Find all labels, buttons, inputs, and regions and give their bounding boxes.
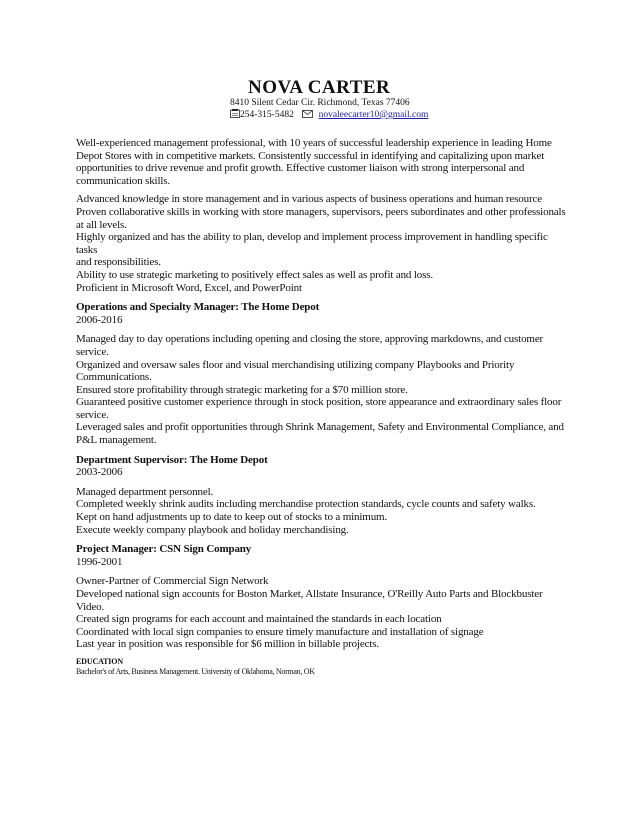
- skill-line: Highly organized and has the ability to plan, develop and implement process improvement in handling specific tasks: [76, 231, 548, 256]
- duty-line: Ensured store profitability through strategic marketing for a $70 million store.: [76, 383, 408, 396]
- duty-line: Owner-Partner of Commercial Sign Network: [76, 575, 269, 588]
- duty-line: service.: [76, 345, 109, 358]
- skill-line: Ability to use strategic marketing to positively effect sales as well as profit and loss.: [76, 268, 434, 281]
- job-title: Operations and Specialty Manager: The Home Depot: [76, 301, 320, 314]
- job-duties: [76, 575, 566, 651]
- duty-line: Organized and oversaw sales floor and visual merchandising utilizing company Playbooks and Priority: [76, 358, 515, 371]
- summary-line: communication skills.: [76, 174, 171, 187]
- summary-line: Depot Stores with in competitive markets. Consistently successful in identifying and capitalizing upon market: [76, 149, 545, 162]
- duty-line: Video.: [76, 600, 105, 613]
- skill-line: Proficient in Microsoft Word, Excel, and PowerPoint: [76, 281, 302, 294]
- candidate-address: 8410 Silent Cedar Cir. Richmond, Texas 77406: [230, 98, 410, 108]
- duty-line: service.: [76, 408, 109, 421]
- contact-line: [230, 109, 530, 122]
- job-title: Department Supervisor: The Home Depot: [76, 453, 268, 466]
- duty-line: P&L management.: [76, 434, 157, 447]
- job-section: [76, 543, 566, 651]
- resume-body: [76, 137, 566, 677]
- summary-line: Well-experienced management professional, with 10 years of successful leadership experience in leading Home: [76, 137, 552, 149]
- skill-line: at all levels.: [76, 218, 127, 231]
- job-duties: [76, 333, 566, 446]
- duty-line: Created sign programs for each account and maintained the standards in each location: [76, 613, 442, 626]
- job-dates: 2006-2016: [76, 313, 123, 326]
- skill-line: and responsibilities.: [76, 256, 161, 269]
- duty-line: Completed weekly shrink audits including merchandise protection standards, cycle counts and safety walks.: [76, 498, 536, 511]
- job-dates: 1996-2001: [76, 555, 123, 568]
- duty-line: Communications.: [76, 371, 152, 384]
- email-link[interactable]: novaleecarter10@gmail.com: [318, 110, 429, 120]
- skill-line: Advanced knowledge in store management and in various aspects of business operations and human resource: [76, 193, 542, 206]
- job-section: [76, 454, 566, 537]
- envelope-icon: [302, 110, 313, 122]
- duty-line: Execute weekly company playbook and holiday merchandising.: [76, 523, 349, 536]
- duty-line: Guaranteed positive customer experience through in stock position, store appearance and extraordinary sales floor: [76, 396, 562, 409]
- duty-line: Developed national sign accounts for Boston Market, Allstate Insurance, O'Reilly Auto Parts and Blockbuster: [76, 588, 543, 600]
- duty-line: Last year in position was responsible for $6 million in billable projects.: [76, 638, 379, 651]
- duty-line: Managed department personnel.: [76, 485, 214, 498]
- education-detail: Bachelor's of Arts, Business Management. University of Oklahoma, Norman, OK: [76, 666, 315, 676]
- duty-line: Coordinated with local sign companies to ensure timely manufacture and installation of signage: [76, 625, 484, 638]
- duty-line: Leveraged sales and profit opportunities through Shrink Management, Safety and Environmental Compliance, and: [76, 421, 564, 434]
- skills-paragraph: [76, 193, 566, 294]
- candidate-name: NOVA CARTER: [248, 77, 391, 98]
- job-duties: [76, 486, 566, 536]
- job-dates: 2003-2006: [76, 466, 123, 479]
- summary-line: opportunities to drive revenue and profit growth. Effective customer liaison with strong interpersonal and: [76, 162, 525, 175]
- job-section: [76, 301, 566, 447]
- skill-line: Proven collaborative skills in working with store managers, supervisors, peers subordinates and other professionals: [76, 205, 566, 218]
- education-heading: EDUCATION: [76, 656, 123, 666]
- duty-line: Managed day to day operations including opening and closing the store, approving markdowns, and customer: [76, 333, 544, 346]
- duty-line: Kept on hand adjustments up to date to keep out of stocks to a minimum.: [76, 511, 388, 524]
- summary-paragraph: [76, 137, 566, 187]
- job-title: Project Manager: CSN Sign Company: [76, 543, 252, 556]
- phone-icon: [230, 109, 240, 122]
- phone-number: 254-315-5482: [240, 110, 294, 120]
